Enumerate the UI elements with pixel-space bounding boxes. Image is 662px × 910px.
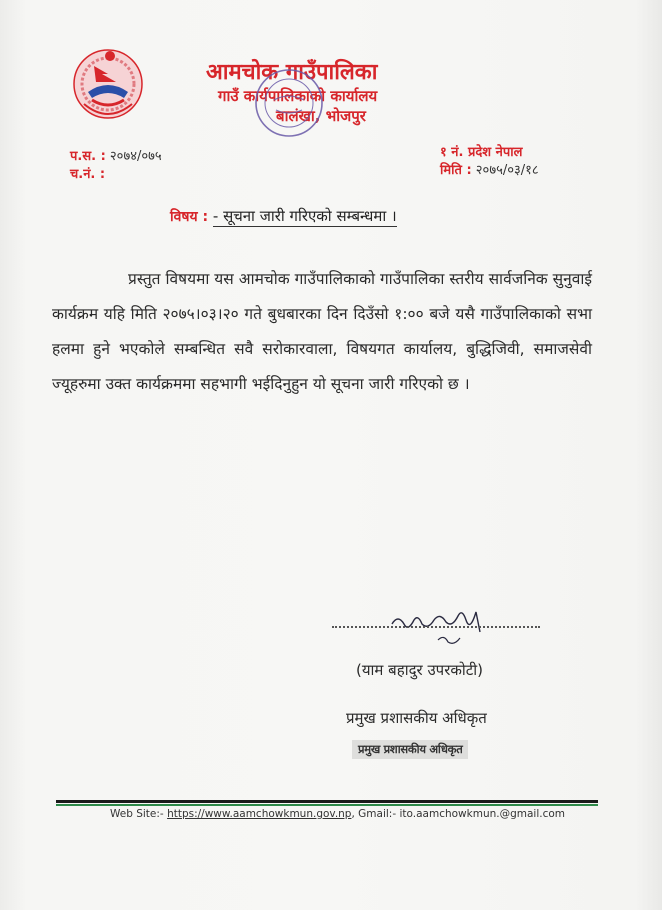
office-seal-icon — [252, 66, 326, 140]
office-name: गाउँ कार्यपालिकाको कार्यालय — [218, 87, 378, 105]
signature-line — [332, 626, 540, 628]
signatory-designation: प्रमुख प्रशासकीय अधिकृत — [346, 709, 487, 727]
website-link[interactable]: https://www.aamchowkmun.gov.np — [167, 808, 352, 820]
province — [440, 142, 522, 160]
province-label: १ नं. प्रदेश नेपाल — [440, 145, 523, 160]
footer-separator: , — [351, 808, 355, 820]
letter-date — [440, 160, 539, 178]
website-label: Web Site:- — [110, 808, 164, 820]
subject-label: विषय : — [170, 209, 209, 225]
subject-line — [170, 206, 397, 226]
signatory-name: (याम बहादुर उपरकोटी) — [356, 661, 484, 679]
notice-body: प्रस्तुत विषयमा यस आमचोक गाउँपालिकाको गाउँपालिका स्तरीय सार्वजनिक सुनुवाई कार्यक्रम यहि मिति २०७५।०३।२० गते बुधबारका दिन दिउँसो १:०० बजे यसै गाउँपालिकाको सभा हलमा हुने भएकोले सम्बन्धित सवै सरोकारवाला, विषयगत कार्यालय, बुद्धिजिवी, समाजसेवी ज्यूहरुमा उक्त कार्यक्रममा सहभागी भईदिनुहुन यो सूचना जारी गरिएको छ । — [52, 270, 592, 393]
ps-value: २०७४/०७५ — [109, 149, 162, 164]
ps-label: प.स. : — [70, 149, 106, 164]
email-label: Gmail:- — [358, 808, 397, 820]
footer-divider — [56, 800, 598, 806]
office-location: बालंखा, भोजपुर — [276, 107, 366, 125]
government-emblem-icon — [66, 44, 150, 122]
email-address[interactable]: ito.aamchowkmun.@gmail.com — [399, 808, 566, 820]
reference-ps — [70, 146, 162, 164]
date-value: २०७५/०३/१८ — [475, 163, 539, 178]
designation-stamp: प्रमुख प्रशासकीय अधिकृत — [352, 740, 468, 759]
date-label: मिति : — [440, 163, 472, 178]
reference-cn — [70, 164, 105, 182]
footer-contact — [110, 808, 565, 820]
subject-text: - सूचना जारी गरिएको सम्बन्धमा । — [212, 207, 397, 225]
cn-label: च.नं. : — [70, 167, 106, 182]
signature-icon — [388, 602, 498, 648]
municipality-name: आमचोक गाउँपालिका — [206, 60, 378, 85]
